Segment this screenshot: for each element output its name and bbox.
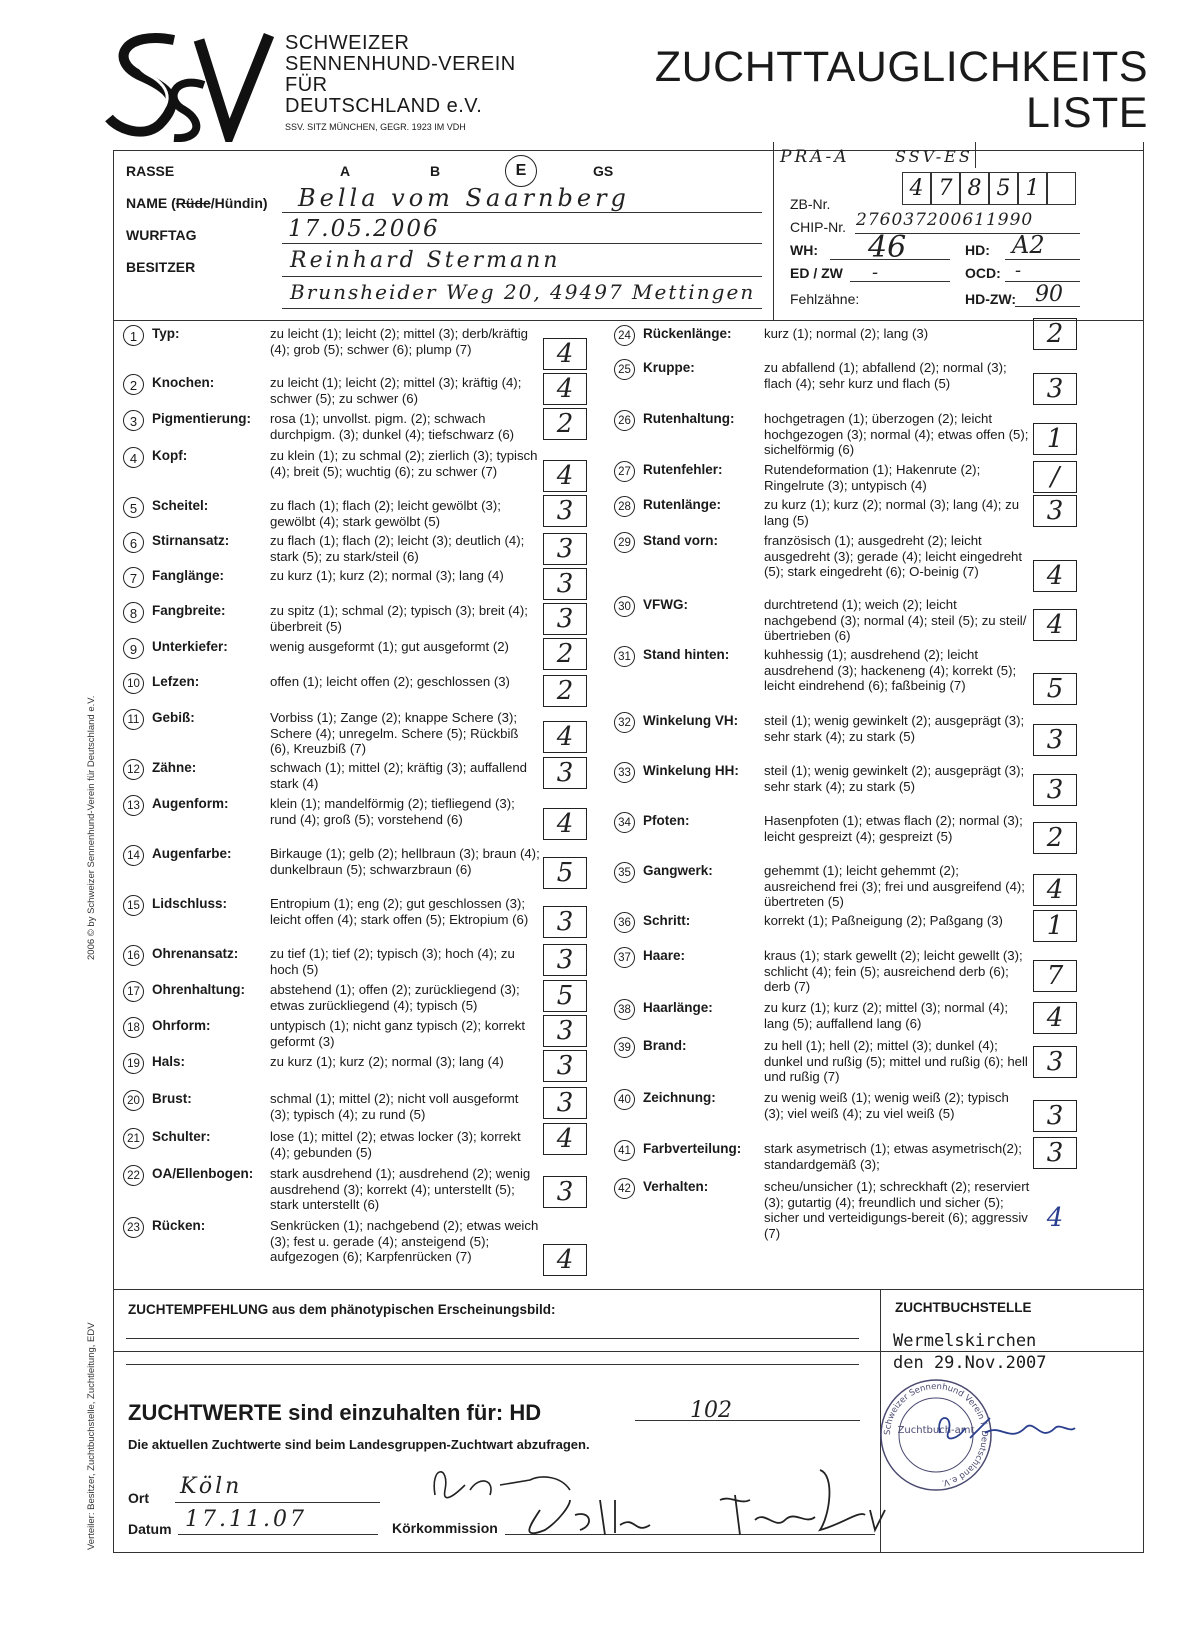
item-options: zu klein (1); zu schmal (2); zierlich (3); typisch (4); breit (5); wuchtig (6); zu schwer (7) [270, 448, 538, 479]
zuchtbuchstelle-place: Wermelskirchen [893, 1331, 1037, 1351]
item-number: 8 [123, 602, 144, 623]
item-number: 1 [123, 325, 144, 346]
item-options: hochgetragen (1); überzogen (2); leicht hochgezogen (3); normal (4); etwas offen (5); sichelförmig (6) [764, 411, 1029, 457]
ort-label: Ort [128, 1490, 149, 1506]
name-underline [282, 212, 762, 213]
item-name: Winkelung VH: [643, 713, 739, 728]
org-subtitle: SSV. SITZ MÜNCHEN, GEGR. 1923 IM VDH [285, 122, 466, 132]
item-number: 29 [614, 532, 635, 553]
wurftag-value[interactable]: 17.05.2006 [288, 216, 440, 242]
item-name: Unterkiefer: [152, 639, 228, 654]
item-number: 31 [614, 646, 635, 667]
ssv-value[interactable]: SSV-ES [895, 147, 973, 166]
item-number: 18 [123, 1017, 144, 1038]
item-name: Ohrenhaltung: [152, 982, 245, 997]
item-options: zu leicht (1); leicht (2); mittel (3); kräftig (4); schwer (5); zu schwer (6) [270, 375, 522, 406]
item-name: Typ: [152, 326, 180, 341]
footer-right-border [1143, 1289, 1144, 1552]
item-options: zu flach (1); flach (2); leicht gewölbt (3); gewölbt (4); stark gewölbt (5) [270, 498, 501, 529]
item-score-box[interactable]: 4 [543, 338, 587, 370]
koerkommission-label: Körkommission [392, 1520, 498, 1536]
copyright-side-text: 2006 © by Schweizer Sennenhund-Verein für Deutschland e.V. [86, 695, 97, 960]
item-score-box[interactable]: 4 [543, 721, 587, 753]
item-options: zu hell (1); hell (2); mittel (3); dunkel (4); dunkel und rußig (5); mittel und rußig (6); hell und rußig (7) [764, 1038, 1028, 1084]
item-number: 7 [123, 567, 144, 588]
item-name: Fanglänge: [152, 568, 225, 583]
item-number: 38 [614, 999, 635, 1020]
org-line-3: FÜR [285, 74, 328, 96]
item-options: zu leicht (1); leicht (2); mittel (3); derb/kräftig (4); grob (5); schwer (6); plump (7) [270, 326, 528, 357]
item-name: Gangwerk: [643, 863, 713, 878]
item-score-box[interactable]: 4 [1033, 560, 1077, 592]
ocd-value[interactable]: - [1015, 260, 1022, 281]
besitzer-value[interactable]: Reinhard Stermann [290, 248, 561, 273]
rasse-label: RASSE [126, 163, 175, 179]
besitzer-underline [282, 276, 762, 277]
rasse-option-e-circled[interactable]: E [505, 155, 537, 187]
ort-underline [175, 1502, 380, 1503]
item-options: zu wenig weiß (1); wenig weiß (2); typisch (3); viel weiß (4); zu viel weiß (5) [764, 1090, 1009, 1121]
item-options: zu tief (1); tief (2); typisch (3); hoch (4); zu hoch (5) [270, 946, 515, 977]
item-options: gehemmt (1); leicht gehemmt (2); ausreichend frei (3); frei und ausgreifend (4); übertreten (5) [764, 863, 1025, 909]
item-score-box[interactable]: 4 [543, 373, 587, 405]
item-options: steil (1); wenig gewinkelt (2); ausgeprägt (3); sehr stark (4); zu stark (5) [764, 713, 1025, 744]
item-score-box[interactable]: 1 [1033, 910, 1077, 942]
org-line-1: SCHWEIZER [285, 32, 410, 54]
item-number: 33 [614, 762, 635, 783]
item-name: Kruppe: [643, 360, 695, 375]
item-number: 28 [614, 496, 635, 517]
item-score-box[interactable]: 3 [543, 495, 587, 527]
item-options: Rutendeformation (1); Hakenrute (2); Ringelrute (3); untypisch (4) [764, 462, 981, 493]
item-score-box[interactable]: 3 [543, 1050, 587, 1082]
wh-value[interactable]: 46 [868, 230, 907, 265]
item-number: 35 [614, 862, 635, 883]
besitzer-label: BESITZER [126, 259, 196, 275]
chip-value[interactable]: 276037200611990 [856, 210, 1034, 230]
header-top-border [113, 150, 1144, 151]
item-number: 26 [614, 410, 635, 431]
header-right-border [1143, 142, 1144, 320]
item-number: 9 [123, 638, 144, 659]
item-number: 21 [123, 1128, 144, 1149]
zb-digit-4[interactable]: 5 [989, 172, 1018, 205]
item-number: 17 [123, 981, 144, 1002]
wh-label: WH: [790, 242, 818, 258]
item-name: Stirnansatz: [152, 533, 230, 548]
item-name: Lidschluss: [152, 896, 228, 911]
item-name: Haare: [643, 948, 686, 963]
item-name: Brand: [643, 1038, 687, 1053]
item-options: abstehend (1); offen (2); zurückliegend (3); etwas zurückliegend (4); typisch (5) [270, 982, 520, 1013]
address-underline [282, 308, 762, 309]
item-number: 24 [614, 325, 635, 346]
datum-value[interactable]: 17.11.07 [185, 1507, 307, 1532]
item-options: klein (1); mandelförmig (2); tiefliegend (3); rund (4); groß (5); vorstehend (6) [270, 796, 515, 827]
empfehlung-line-1[interactable] [126, 1338, 859, 1339]
item-options: schwach (1); mittel (2); kräftig (3); auffallend stark (4) [270, 760, 528, 791]
zuchtbuchstelle-date: den 29.Nov.2007 [893, 1353, 1047, 1373]
item-name: Pigmentierung: [152, 411, 252, 426]
item-name: Haarlänge: [643, 1000, 713, 1015]
item-options: wenig ausgeformt (1); gut ausgeformt (2) [270, 639, 509, 654]
ort-value[interactable]: Köln [180, 1474, 243, 1499]
address-value[interactable]: Brunsheider Weg 20, 49497 Mettingen [290, 280, 756, 304]
item-score-box[interactable]: 3 [543, 944, 587, 976]
item-name: Stand vorn: [643, 533, 719, 548]
item-number: 14 [123, 845, 144, 866]
ssv-logo [104, 30, 274, 142]
item-number: 16 [123, 945, 144, 966]
item-number: 3 [123, 410, 144, 431]
item-number: 42 [614, 1178, 635, 1199]
item-score-box[interactable]: 5 [1033, 673, 1077, 705]
item-score-box[interactable]: 3 [543, 568, 587, 600]
hd-value[interactable]: A2 [1012, 231, 1045, 259]
item-score-box[interactable]: 3 [1033, 373, 1077, 405]
item-score-box[interactable]: 5 [543, 857, 587, 889]
pra-box-divider [975, 142, 976, 168]
item-options: schmal (1); mittel (2); nicht voll ausgeformt (3); typisch (4); zu rund (5) [270, 1091, 519, 1122]
item-options: offen (1); leicht offen (2); geschlossen (3) [270, 674, 510, 689]
item-score-box[interactable]: 3 [1033, 1137, 1077, 1169]
item-name: Kopf: [152, 448, 188, 463]
item-name: Verhalten: [643, 1179, 709, 1194]
item-number: 37 [614, 947, 635, 968]
item-number: 22 [123, 1165, 144, 1186]
item-options: stark ausdrehend (1); ausdrehend (2); wenig ausdrehend (3); korrekt (4); unterstellt (5); stark unterstellt (6) [270, 1166, 531, 1212]
item-score-box[interactable]: 2 [1033, 822, 1077, 854]
zuchtbuchstelle-title: ZUCHTBUCHSTELLE [895, 1300, 1032, 1315]
wurftag-underline [282, 243, 762, 244]
empfehlung-line-2[interactable] [126, 1364, 859, 1365]
item-options: Hasenpfoten (1); etwas flach (2); normal (3); leicht gespreizt (4); gespreizt (5) [764, 813, 1023, 844]
rasse-option-a[interactable]: A [340, 163, 351, 179]
item-number: 6 [123, 532, 144, 553]
item-score-box[interactable]: 3 [543, 906, 587, 938]
item-score-box[interactable]: 4 [543, 460, 587, 492]
item-score-box[interactable]: 3 [1033, 724, 1077, 756]
zuchtbuch-signature [930, 1408, 1080, 1453]
zb-digit-1[interactable]: 4 [902, 172, 931, 205]
item-score-box[interactable]: 3 [1033, 774, 1077, 806]
item-options: zu kurz (1); kurz (2); mittel (3); normal (4); lang (5); auffallend lang (6) [764, 1000, 1009, 1031]
item-score-box[interactable]: 2 [543, 675, 587, 707]
item-name: Zähne: [152, 760, 197, 775]
zuchtwerte-note: Die aktuellen Zuchtwerte sind beim Landesgruppen-Zuchtwart abzufragen. [128, 1437, 590, 1452]
item-score-box[interactable]: 5 [543, 980, 587, 1012]
edzw-underline [850, 281, 950, 282]
item-name: Schritt: [643, 913, 691, 928]
org-line-2: SENNENHUND-VEREIN [285, 53, 516, 75]
item-score-box[interactable]: 4 [1046, 1203, 1064, 1233]
hdzw-value[interactable]: 90 [1035, 282, 1063, 307]
item-score-box[interactable]: 4 [543, 1244, 587, 1276]
datum-label: Datum [128, 1521, 172, 1537]
zuchtwerte-label: ZUCHTWERTE sind einzuhalten für: HD [128, 1400, 542, 1425]
item-options: durchtretend (1); weich (2); leicht nachgebend (3); normal (4); steil (5); zu steil/übertrieben (6) [764, 597, 1027, 643]
item-name: Rutenlänge: [643, 497, 722, 512]
item-name: Brust: [152, 1091, 192, 1106]
wurftag-label: WURFTAG [126, 227, 197, 243]
item-name: Zeichnung: [643, 1090, 716, 1105]
header-divider [773, 142, 774, 320]
item-number: 15 [123, 895, 144, 916]
item-number: 32 [614, 712, 635, 733]
item-number: 40 [614, 1089, 635, 1110]
item-name: Fangbreite: [152, 603, 226, 618]
item-name: Knochen: [152, 375, 215, 390]
item-options: lose (1); mittel (2); etwas locker (3); korrekt (4); gebunden (5) [270, 1129, 521, 1160]
item-options: Vorbiss (1); Zange (2); knappe Schere (3); Schere (4); unregelm. Schere (5); Rückbiß (6), Kreuzbiß (7) [270, 710, 519, 756]
item-score-box[interactable]: 4 [1033, 1002, 1077, 1034]
zuchtwerte-value[interactable]: 102 [690, 1398, 732, 1423]
item-options: untypisch (1); nicht ganz typisch (2); korrekt geformt (3) [270, 1018, 526, 1049]
rasse-option-b[interactable]: B [430, 163, 441, 179]
zb-digit-3[interactable]: 8 [960, 172, 989, 205]
item-options: steil (1); wenig gewinkelt (2); ausgeprägt (3); sehr stark (4); zu stark (5) [764, 763, 1025, 794]
item-score-box[interactable]: / [1033, 461, 1077, 493]
header-left-border [113, 150, 114, 320]
item-number: 10 [123, 673, 144, 694]
item-name: Winkelung HH: [643, 763, 739, 778]
item-name: Lefzen: [152, 674, 200, 689]
datum-underline [178, 1534, 378, 1535]
item-name: Gebiß: [152, 710, 195, 725]
item-number: 5 [123, 497, 144, 518]
item-number: 2 [123, 374, 144, 395]
item-score-box[interactable]: 3 [543, 757, 587, 789]
item-options: zu abfallend (1); abfallend (2); normal (3); flach (4); sehr kurz und flach (5) [764, 360, 1007, 391]
item-score-box[interactable]: 4 [1033, 609, 1077, 641]
item-name: VFWG: [643, 597, 688, 612]
item-score-box[interactable]: 2 [543, 408, 587, 440]
item-score-box[interactable]: 3 [543, 603, 587, 635]
edzw-label: ED / ZW [790, 265, 843, 281]
item-options: zu kurz (1); kurz (2); normal (3); lang (4) [270, 1054, 504, 1069]
chip-label: CHIP-Nr. [790, 219, 846, 235]
item-name: Rutenhaltung: [643, 411, 735, 426]
item-name: Schulter: [152, 1129, 211, 1144]
svg-text:Zuchtbuch-amt: Zuchtbuch-amt [897, 1425, 975, 1436]
organization-name [285, 33, 516, 117]
item-options: Entropium (1); eng (2); gut geschlossen (3); leicht offen (4); stark offen (5); Ektropium (6) [270, 896, 529, 927]
item-name: Rutenfehler: [643, 462, 723, 477]
name-label: NAME (Rüde/Hündin) [126, 195, 268, 211]
item-options: zu kurz (1); kurz (2); normal (3); lang (4) [270, 568, 504, 583]
item-score-box[interactable]: 3 [543, 533, 587, 565]
item-name: Augenform: [152, 796, 229, 811]
item-score-box[interactable]: 3 [543, 1087, 587, 1119]
item-name: Ohrenansatz: [152, 946, 239, 961]
item-number: 39 [614, 1037, 635, 1058]
item-name: Ohrform: [152, 1018, 211, 1033]
zb-digit-6[interactable] [1047, 172, 1076, 205]
item-options: scheu/unsicher (1); schreckhaft (2); reserviert (3); gutartig (4); freundlich und sicher (5); sicher und verteidigungs-bereit (6); aggressiv (7) [764, 1179, 1030, 1241]
item-number: 30 [614, 596, 635, 617]
hdzw-label: HD-ZW: [965, 291, 1017, 307]
zb-digit-2[interactable]: 7 [931, 172, 960, 205]
item-number: 34 [614, 812, 635, 833]
item-score-box[interactable]: 2 [543, 638, 587, 670]
item-name: Augenfarbe: [152, 846, 232, 861]
fehlzaehne-label: Fehlzähne: [790, 291, 860, 307]
org-line-4: DEUTSCHLAND e.V. [285, 95, 483, 117]
item-number: 36 [614, 912, 635, 933]
item-options: zu kurz (1); kurz (2); normal (3); lang (4); zu lang (5) [764, 497, 1020, 528]
item-name: Rückenlänge: [643, 326, 732, 341]
item-number: 41 [614, 1140, 635, 1161]
item-name: OA/Ellenbogen: [152, 1166, 254, 1181]
rasse-option-gs[interactable]: GS [593, 163, 614, 179]
item-score-box[interactable]: 4 [543, 808, 587, 840]
footer-bottom-border [113, 1552, 1144, 1553]
item-number: 13 [123, 795, 144, 816]
item-options: kraus (1); stark gewellt (2); leicht gewellt (3); schlicht (4); fein (5); ausreichend derb (6); derb (7) [764, 948, 1023, 994]
item-number: 19 [123, 1053, 144, 1074]
footer-divider [113, 1289, 1144, 1290]
item-number: 20 [123, 1090, 144, 1111]
item-number: 27 [614, 461, 635, 482]
item-score-box[interactable]: 2 [1033, 318, 1077, 350]
item-options: französisch (1); ausgedreht (2); leicht ausgedreht (3); gerade (4); leicht eingedreht (5); stark eingedreht (6); O-beinig (7) [764, 533, 1023, 579]
item-number: 4 [123, 447, 144, 468]
item-options: Birkauge (1); gelb (2); hellbraun (3); braun (4); dunkelbraun (5); schwarzbraun (6) [270, 846, 540, 877]
zuchtempfehlung-label: ZUCHTEMPFEHLUNG aus dem phänotypischen Erscheinungsbild: [128, 1302, 556, 1317]
item-name: Pfoten: [643, 813, 690, 828]
item-number: 11 [123, 709, 144, 730]
item-score-box[interactable]: 3 [1033, 1100, 1077, 1132]
item-score-box[interactable]: 1 [1033, 423, 1077, 455]
name-value[interactable]: Bella vom Saarnberg [298, 184, 630, 212]
item-options: kurz (1); normal (2); lang (3) [764, 326, 929, 341]
item-options: stark asymetrisch (1); etwas asymetrisch(2); standardgemäß (3); [764, 1141, 1022, 1172]
footer-left-border [113, 1289, 114, 1552]
zuchtwerte-underline [635, 1420, 860, 1421]
item-number: 25 [614, 359, 635, 380]
svg-text:Schweizer Sennenhund Verein f.: Schweizer Sennenhund Verein f. Deutschland e.V. [882, 1381, 990, 1488]
item-name: Farbverteilung: [643, 1141, 742, 1156]
item-score-box[interactable]: 3 [1033, 495, 1077, 527]
item-options: Senkrücken (1); nachgebend (2); etwas weich (3); fest u. gerade (4); ansteigend (5); aufgezogen (6); Karpfenrücken (7) [270, 1218, 539, 1264]
item-name: Scheitel: [152, 498, 209, 513]
item-options: zu spitz (1); schmal (2); typisch (3); breit (4); überbreit (5) [270, 603, 528, 634]
zb-label: ZB-Nr. [790, 196, 831, 212]
pra-value[interactable]: PRA-A [780, 147, 850, 167]
page-title: ZUCHTTAUGLICHKEITS LISTE [654, 43, 1148, 137]
item-options: rosa (1); unvollst. pigm. (2); schwach durchpigm. (3); dunkel (4); tiefschwarz (6) [270, 411, 515, 442]
item-score-box[interactable]: 4 [1033, 874, 1077, 906]
edzw-value[interactable]: - [872, 262, 879, 283]
item-name: Rücken: [152, 1218, 206, 1233]
item-score-box[interactable]: 3 [543, 1176, 587, 1208]
item-options: kuhhessig (1); ausdrehend (2); leicht ausdrehend (3); hackeneng (4); korrekt (5); leicht eindrehend (6); faßbeinig (7) [764, 647, 1017, 693]
item-score-box[interactable]: 3 [1033, 1046, 1077, 1078]
distribution-side-text: Verteiler: Besitzer, Zuchtbuchstelle, Zuchtleitung, EDV [86, 1322, 97, 1550]
item-score-box[interactable]: 7 [1033, 960, 1077, 992]
item-options: korrekt (1); Paßneigung (2); Paßgang (3) [764, 913, 1003, 928]
item-number: 12 [123, 759, 144, 780]
item-number: 23 [123, 1217, 144, 1238]
item-name: Hals: [152, 1054, 186, 1069]
item-score-box[interactable]: 3 [543, 1015, 587, 1047]
commission-signatures [420, 1455, 890, 1550]
ocd-label: OCD: [965, 265, 1001, 281]
item-name: Stand hinten: [643, 647, 730, 662]
zb-digit-5[interactable]: 1 [1018, 172, 1047, 205]
item-score-box[interactable]: 4 [543, 1123, 587, 1155]
hd-label: HD: [965, 242, 990, 258]
item-options: zu flach (1); flach (2); leicht (3); deutlich (4); stark (5); zu stark/steil (6) [270, 533, 525, 564]
